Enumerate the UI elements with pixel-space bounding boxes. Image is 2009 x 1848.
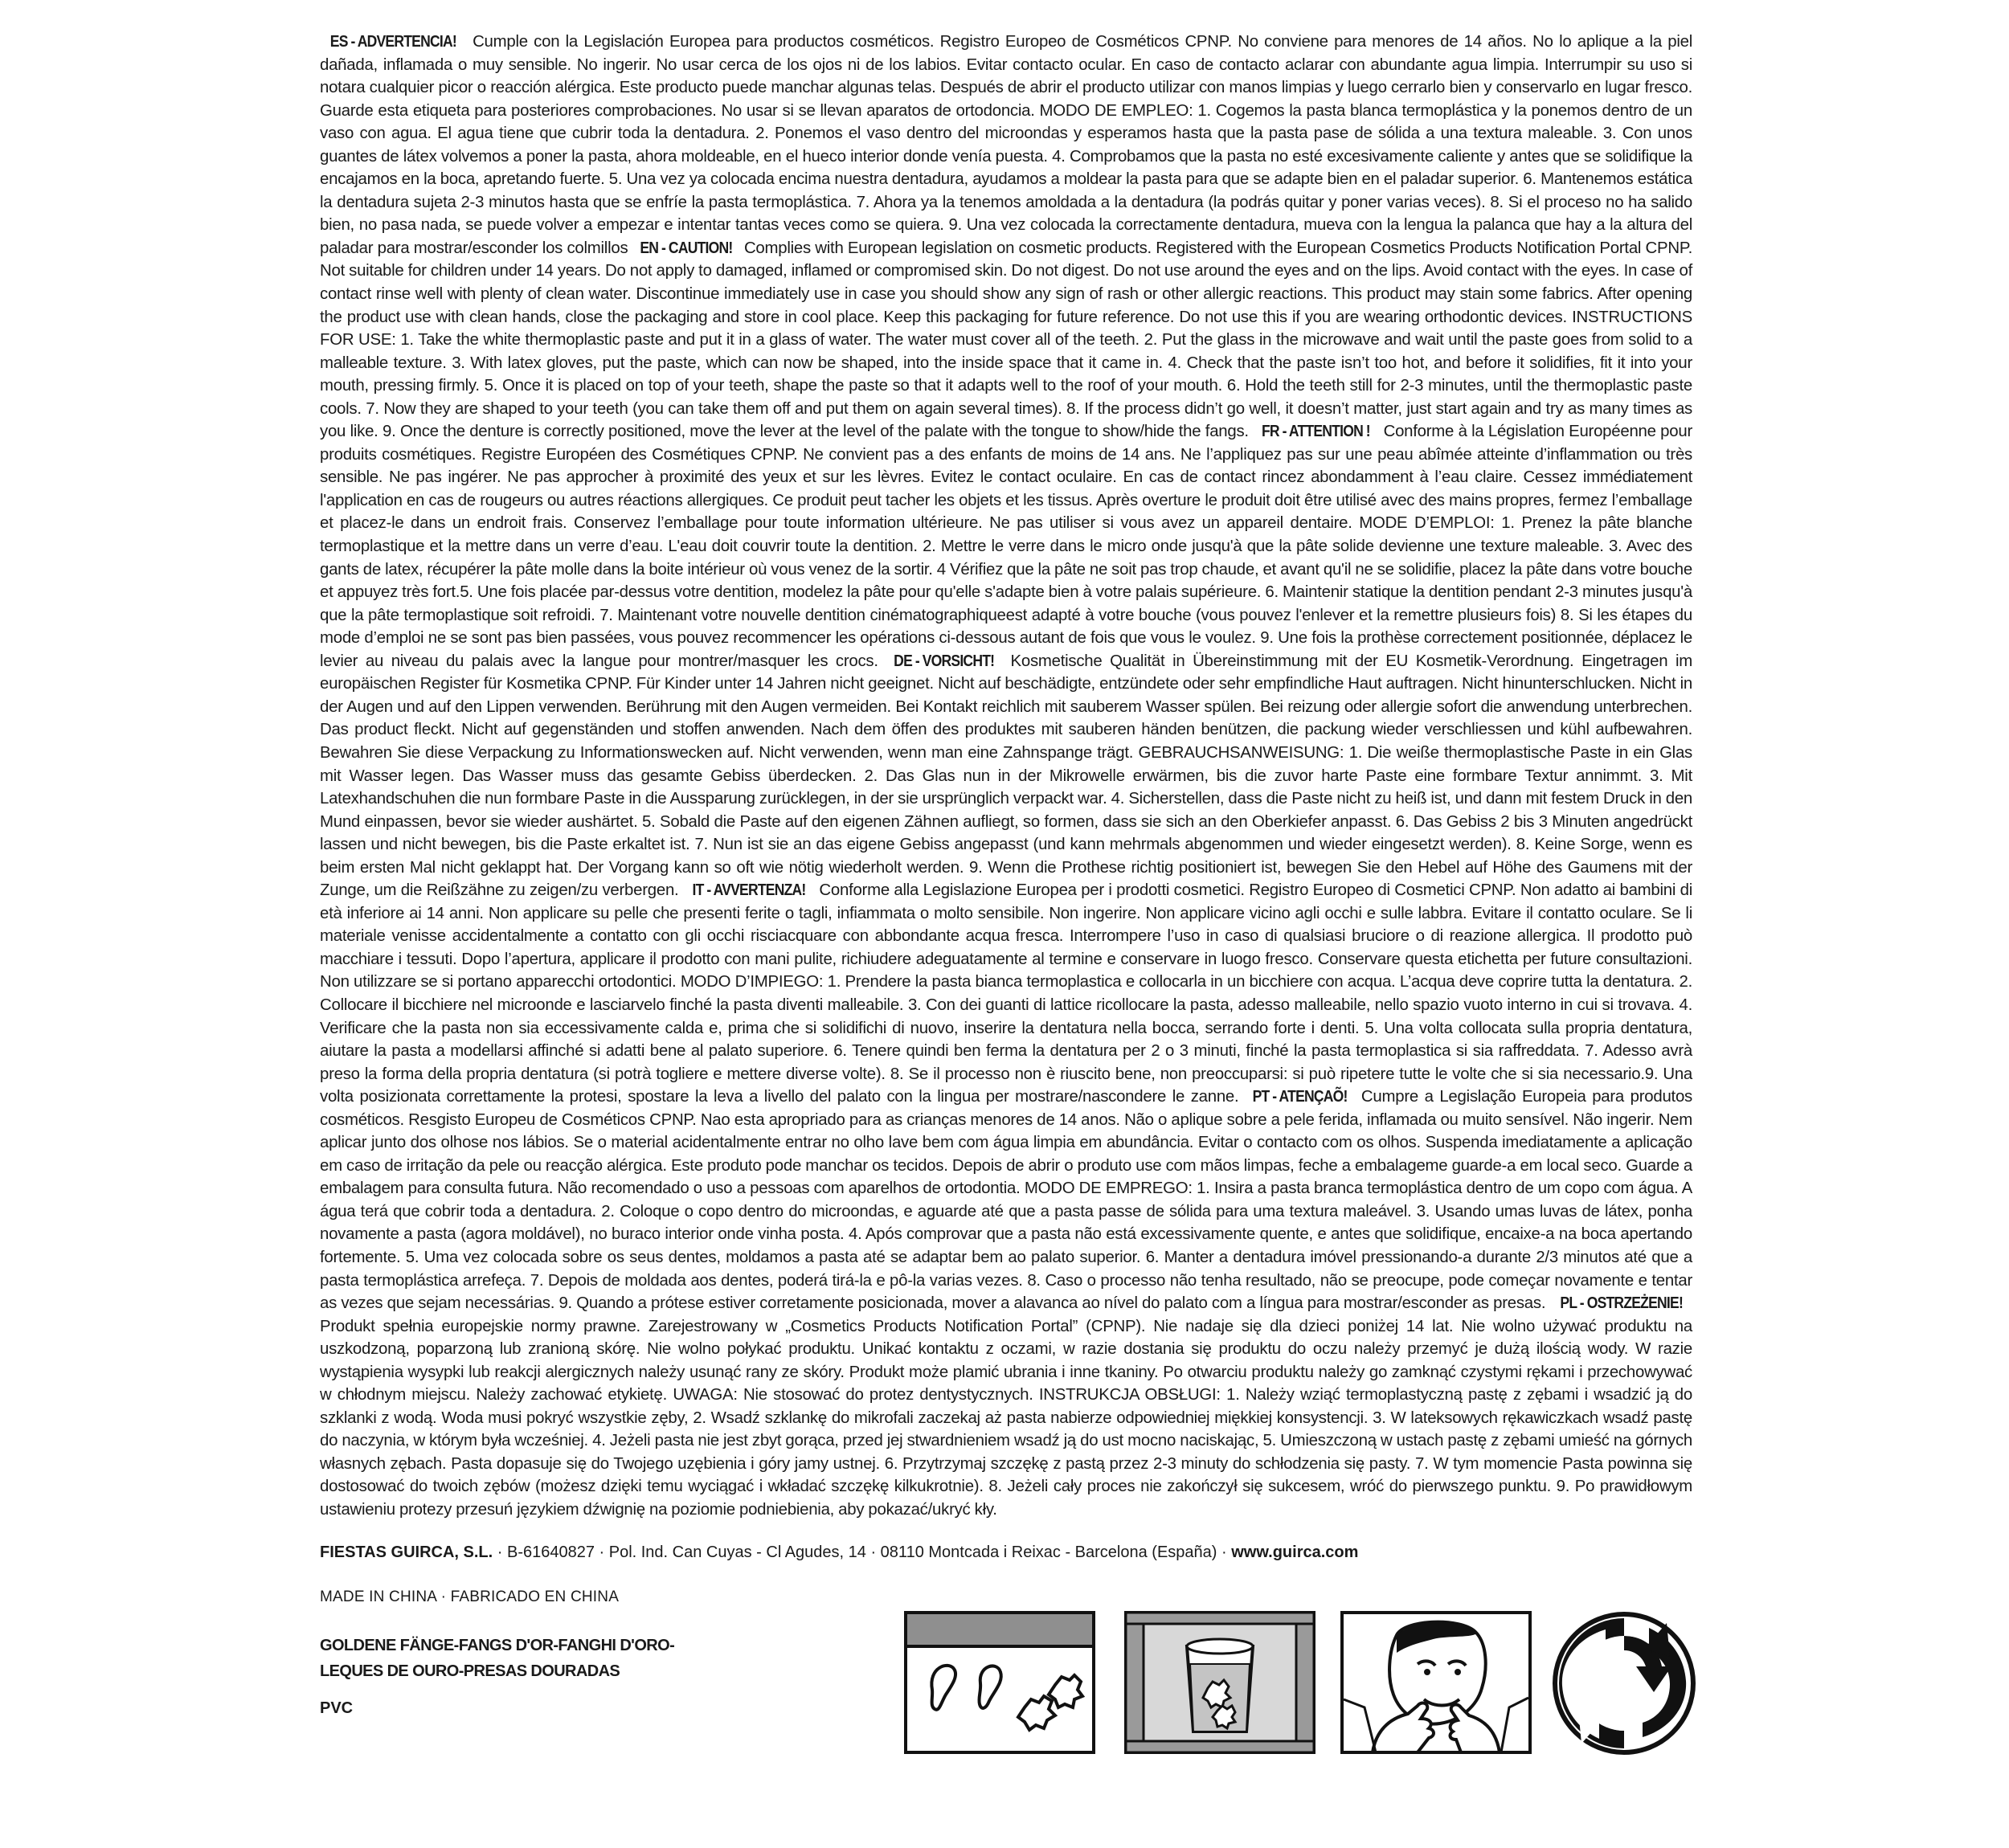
company-name: FIESTAS GUIRCA, S.L.: [320, 1543, 493, 1561]
company-address: · B-61640827 · Pol. Ind. Can Cuyas - Cl Agudes, 14 · 08110 Montcada i Reixac - Barcelona (España) ·: [493, 1543, 1232, 1561]
denture-paste-icon: [904, 1611, 1095, 1754]
warning-text-es: Cumple con la Legislación Europea para productos cosméticos. Registro Europeo de Cosméticos CPNP. No conviene para menores de 14 años. No lo aplique a la piel dañada, inflamada o muy sensible. No ingerir. No usar cerca de los ojos ni de los labios. Evitar contacto ocular. En caso de contacto aclarar con abundante agua limpia. Interrumpir su uso si notara cualquier picor o reacción alérgica. Este producto puede manchar algunas telas. Después de abrir el producto utilizar con manos limpias y luego cerrarlo bien y conservarlo en lugar fresco. Guarde esta etiqueta para posteriores comprobaciones. No usar si se llevan aparatos de ortodoncia. MODO DE EMPLEO: 1. Cogemos la pasta blanca termoplástica y la ponemos dentro de un vaso con agua. El agua tiene que cubrir toda la dentadura. 2. Ponemos el vaso dentro del microondas y esperamos hasta que la pasta pase de sólida a una textura maleable. 3. Con unos guantes de látex volvemos a poner la pasta, ahora moldeable, en el hueco interior donde venía puesta. 4. Comprobamos que la pasta no esté excesivamente caliente y antes que se solidifique la encajamos en la boca, apretando fuerte. 5. Una vez ya colocada encima nuestra dentadura, ayudamos a moldear la pasta para que se adapte bien en el paladar superior. 6. Mantenemos estática la dentadura sujeta 2-3 minutos hasta que se enfríe la pasta termoplástica. 7. Ahora ya la tenemos amoldada a la dentadura (la podrás quitar y poner varias veces). 8. Si el proceso no ha salido bien, no pasa nada, se puede volver a empezar e intentar tantas veces como se quiera. 9. Una vez colocada la correctamente dentadura, mueva con la lengua la palanca que hay a la altura del paladar para mostrar/esconder los colmillos: [320, 33, 1692, 257]
warning-heading-en: EN - CAUTION!: [640, 239, 733, 257]
green-dot-recycling-icon: [1549, 1609, 1699, 1758]
origin-line: MADE IN CHINA · FABRICADO EN CHINA: [320, 1588, 620, 1605]
product-name-line-2: LEQUES DE OURO-PRESAS DOURADAS: [320, 1662, 620, 1680]
warning-text-pt: Cumpre a Legislação Europeia para produtos cosméticos. Resgisto Europeu de Cosméticos CPNP. Nao esta apropriado para as crianças menores de 14 anos. Não o aplique sobre a pele ferida, inflamada ou muito sensível. Não ingerir. Nem aplicar junto dos olhose nos lábios. Se o material acidentalmente entrar no olho lave bem com água limpia em abundância. Evitar o contacto com os olhos. Suspenda imediatamente a aplicação em caso de irritação da pele ou reacção alérgica. Este produto pode manchar os tecidos. Depois de abrir o produto use com mãos limpas, feche a embalageme guarde-a em local seco. Guarde a embalagem para consulta futura. Não recomendado o uso a pessoas com aparelhos de ortodontia. MODO DE EMPREGO: 1. Insira a pasta branca termoplástica dentro de um copo com água. A água terá que cobrir toda a dentadura. 2. Coloque o copo dentro do microondas, e aguarde até que a pasta passe de sólida para uma textura maleável. 3. Usando umas luvas de látex, ponha novamente a pasta (agora moldável), no buraco interior onde vinha posta. 4. Após comprovar que a pasta não está excessivamente quente, e antes que solidifique, encaixe-a na boca apertando fortemente. 5. Uma vez colocada sobre os seus dentes, moldamos a pasta até se adaptar bem ao palato superior. 6. Manter a dentadura imóvel pressionando-a durante 2/3 minutos até que a pasta termoplástica arrefeça. 7. Depois de moldada aos dentes, poderá tirá-la e pô-la varias vezes. 8. Caso o processo não tenha resultado, não se preocupe, pode começar novamente e tentar as vezes que sejam necessárias. 9. Quando a prótese estiver corretamente posicionada, mover a alavanca ao nível do palato com a língua para mostrar/esconder as presas.: [320, 1088, 1692, 1313]
warnings-text: [320, 31, 1692, 1522]
warning-heading-it: IT - AVVERTENZA!: [692, 881, 806, 900]
warning-heading-es: ES - ADVERTENCIA!: [329, 33, 456, 51]
product-name-line-1: GOLDENE FÄNGE-FANGS D'OR-FANGHI D'ORO-: [320, 1637, 675, 1654]
microwave-glass-icon: [1124, 1611, 1315, 1754]
warning-heading-pl: PL - OSTRZEŻENIE!: [1559, 1294, 1683, 1313]
warning-heading-pt: PT - ATENÇAÕ!: [1252, 1088, 1348, 1106]
fitting-denture-icon: [1340, 1611, 1532, 1754]
company-website: www.guirca.com: [1231, 1543, 1359, 1561]
material-label: PVC: [320, 1699, 354, 1717]
warning-text-en: Complies with European legislation on cosmetic products. Registered with the European Cosmetics Products Notification Portal CPNP. Not suitable for children under 14 years. Do not apply to damaged, inflamed or compromised skin. Do not digest. Do not use around the eyes and on the lips. Avoid contact with the eyes. In case of contact rinse well with plenty of clean water. Discontinue immediately use in case you should show any sign of rash or other allergic reactions. This product may stain some fabrics. After opening the product use with clean hands, close the packaging and store in cool place. Keep this packaging for future reference. Do not use this if you are wearing orthodontic devices. INSTRUCTIONS FOR USE: 1. Take the white thermoplastic paste and put it in a glass of water. The water must cover all of the teeth. 2. Put the glass in the microwave and wait until the paste goes from solid to a malleable texture. 3. With latex gloves, put the paste, which can now be shaped, into the inside space that it came in. 4. Check that the paste isn’t too hot, and before it solidifies, fit it into your mouth, pressing firmly. 5. Once it is placed on top of your teeth, shape the paste so that it adapts well to the roof of your mouth. 6. Hold the teeth still for 2-3 minutes, until the thermoplastic paste cools. 7. Now they are shaped to your teeth (you can take them off and put them on again several times). 8. If the process didn’t go well, it doesn’t matter, just start again and try as many times as you like. 9. Once the denture is correctly positioned, move the lever at the level of the palate with the tongue to show/hide the fangs.: [320, 239, 1692, 441]
warning-text-it: Conforme alla Legislazione Europea per i prodotti cosmetici. Registro Europeo di Cosmetici CPNP. Non adatto ai bambini di età inferiore ai 14 anni. Non applicare su pelle che presenti ferite o tagli, infiammata o molto sensibile. Non ingerire. Non applicare vicino agli occhi e sulle labbra. Evitare il contatto oculare. Se li materiale venisse accidentalmente a contatto con gli occhi risciacquare con abbondante acqua fresca. Interrompere l’uso in caso di qualsiasi bruciore o di reazione allergica. Il prodotto può macchiare i tessuti. Dopo l’apertura, applicare il prodotto con mani pulite, richiudere adeguatamente al termine e conservare in luogo fresco. Conservare questa etichetta per future consultazioni. Non utilizzare se si portano apparecchi ortodontici. MODO D’IMPIEGO: 1. Prendere la pasta bianca termoplastica e collocarla in un bicchiere con acqua. L’acqua deve coprire tutta la dentatura. 2. Collocare il bicchiere nel microonde e lasciarvelo finché la pasta diventi malleabile. 3. Con dei guanti di lattice ricollocare la pasta, adesso malleabile, nello spazio vuoto interno in cui si trovava. 4. Verificare che la pasta non sia eccessivamente calda e, prima che si solidifichi di nuovo, inserire la dentatura nella bocca, serrando forte i denti. 5. Una volta collocata sulla propria dentatura, aiutare la pasta a modellarsi affinché si adatti bene al palato superiore. 6. Tenere quindi ben ferma la dentatura per 2 o 3 minuti, finché la pasta termoplastica si sia raffreddata. 7. Adesso avrà preso la forma della propria dentatura (si potrà togliere e mettere diverse volte). 8. Se il processo non è riuscito bene, non preoccuparsi: si può ripetere tutte le volte che si sia necessario.9. Una volta posizionata correttamente la protesi, spostare la leva a livello del palato con la lingua per mostrare/nascondere le zanne.: [320, 881, 1692, 1106]
warning-text-de: Kosmetische Qualität in Übereinstimmung mit der EU Kosmetik-Verordnung. Eingetragen im europäischen Register für Kosmetika CPNP. Für Kinder unter 14 Jahren nicht geeignet. Nicht auf beschädigte, entzündete oder sehr empfindliche Haut auftragen. Nicht hinunterschlucken. Nicht in der Augen und auf den Lippen verwenden. Berührung mit den Augen vermeiden. Bei Kontakt reichlich mit sauberem Wasser spülen. Bei reizung oder allergie sofort die anwendung unterbrechen. Das product fleckt. Nicht auf gegenständen und stoffen anwenden. Nach dem öffen des produktes mit sauberen händen benützen, die packung wieder verschliessen und kühl aufbewahren. Bewahren Sie diese Verpackung zu Informationswecken auf. Nicht verwenden, wenn man eine Zahnspange trägt. GEBRAUCHSANWEISUNG: 1. Die weiße thermoplastische Paste in ein Glas mit Wasser legen. Das Wasser muss das gesamte Gebiss überdecken. 2. Das Glas nun in der Mikrowelle erwärmen, bis die zuvor harte Paste eine formbare Textur annimmt. 3. Mit Latexhandschuhen die nun formbare Paste in die Aussparung zurücklegen, in der sie ursprünglich verpackt war. 4. Sicherstellen, dass die Paste nicht zu heiß ist, und dann mit festem Druck in den Mund einpassen, bevor sie wieder aushärtet. 5. Sobald die Paste auf den eigenen Zähnen aufliegt, so formen, dass sie sich an den Oberkiefer anpasst. 6. Das Gebiss 2 bis 3 Minuten angedrückt lassen und nicht bewegen, bis die Paste erkaltet ist. 7. Nun ist sie an das eigene Gebiss angepasst (und kann mehrmals abgenommen und wieder eingesetzt werden). 8. Keine Sorge, wenn es beim ersten Mal nicht geklappt hat. Der Vorgang kann so oft wie nötig wiederholt werden. 9. Wenn die Prothese richtig positioniert ist, bewegen Sie den Hebel auf Höhe des Gaumens mit der Zunge, um die Reißzähne zu zeigen/zu verbergen.: [320, 652, 1692, 900]
warning-text-fr: Conforme à la Législation Européenne pour produits cosmétiques. Registre Européen des Cosmétiques CPNP. Ne convient pas a des enfants de moins de 14 ans. Ne l’appliquez pas sur une peau abîmée atteinte d’inflammation ou très sensible. Ne pas ingérer. Ne pas approcher à proximité des yeux et sur les lèvres. Evitez le contact oculaire. En cas de contact rincez abondamment à l’eau claire. Cessez immédiatement l'application en cas de rougeurs ou autres réactions allergiques. Ce produit peut tacher les objets et les tissus. Après overture le produit doit être utilisé avec des mains propres, fermez l’emballage et placez-le dans un endroit frais. Conservez l’emballage pour toute information ultérieure. Ne pas utiliser si vous avez un appareil dentaire. MODE D’EMPLOI: 1. Prenez la pâte blanche termoplastique et la mettre dans un verre d’eau. L'eau doit couvrir toute la dentition. 2. Mettre le verre dans le micro onde jusqu'à que la pâte solide devienne une texture maleable. 3. Avec des gants de latex, récupérer la pâte molle dans la boite intérieur où vous venez de la sortir. 4 Vérifiez que la pâte ne soit pas trop chaude, et avant qu'il ne se solidifie, placez la pâte dans votre bouche et appuyez très fort.5. Une fois placée par-dessus votre dentition, modelez la pâte pour qu'elle s'adapte bien à votre palais supérieure. 6. Maintenir statique la dentition pendant 2-3 minutes jusqu'à que la pâte termoplastique soit refroidi. 7. Maintenant votre nouvelle dentition cinématographiqueest adapté à votre bouche (vous pouvez l'enlever et la remettre plusieurs fois) 8. Si les étapes du mode d’emploi ne se sont pas bien passées, vous pouvez recommencer les opérations ci-dessous autant de fois que vous le voulez. 9. Une fois la prothèse correctement positionnée, déplacez le levier au niveau du palais avec la langue pour montrer/masquer les crocs.: [320, 423, 1692, 670]
product-name: [320, 1633, 674, 1684]
warning-heading-de: DE - VORSICHT!: [894, 652, 995, 670]
warning-text-pl: Produkt spełnia europejskie normy prawne. Zarejestrowany w „Cosmetics Products Notification Portal” (CPNP). Nie nadaje się dla dzieci poniżej 14 lat. Nie wolno używać produktu na uszkodzoną, poparzoną lub zranioną skórę. Nie wolno połykać produktu. Unikać kontaktu z oczami, w razie dostania się produktu do oczu należy przemyć je dużą ilością wody. W razie wystąpienia wysypki lub reakcji alergicznych należy usunąć rany ze skóry. Produkt może plamić ubrania i inne tkaniny. Po otwarciu produktu należy go zamknąć czystymi rękami i przechowywać w chłodnym miejscu. Należy zachować etykietę. UWAGA: Nie stosować do protez dentystycznych. INSTRUKCJA OBSŁUGI: 1. Należy wziąć termoplastyczną pastę z zębami i wsadzić ją do szklanki z wodą. Woda musi pokryć wszystkie zęby, 2. Wsadź szklankę do mikrofali zaczekaj aż pasta nabierze odpowiedniej miękkiej konsystencji. 3. W lateksowych rękawiczkach wsadź pastę do naczynia, w którym była wcześniej. 4. Jeżeli pasta nie jest zbyt gorąca, przed jej stwardnieniem wsadź ją do ust mocno naciskając, 5. Umieszczoną w ustach pastę z zębami umieść na górnych własnych zębach. Pasta dopasuje się do Twojego uzębienia i góry jamy ustnej. 6. Przytrzymaj szczękę z pastą przez 2-3 minuty do schłodzenia się pasty. 7. W tym momencie Pasta powinna się dostosować do twoich zębów (możesz dzięki temu wyciągać i wkładać szczękę kilkukrotnie). 8. Jeżeli cały proces nie zakończył się sukcesem, wróć do pierwszego punktu. 9. Po prawidłowym ustawieniu protezy przesuń językiem dźwignię na poziomie podniebienia, aby pokazać/ukryć kły.: [320, 1317, 1692, 1519]
company-line: [320, 1543, 1358, 1562]
warning-heading-fr: FR - ATTENTION !: [1262, 423, 1371, 441]
